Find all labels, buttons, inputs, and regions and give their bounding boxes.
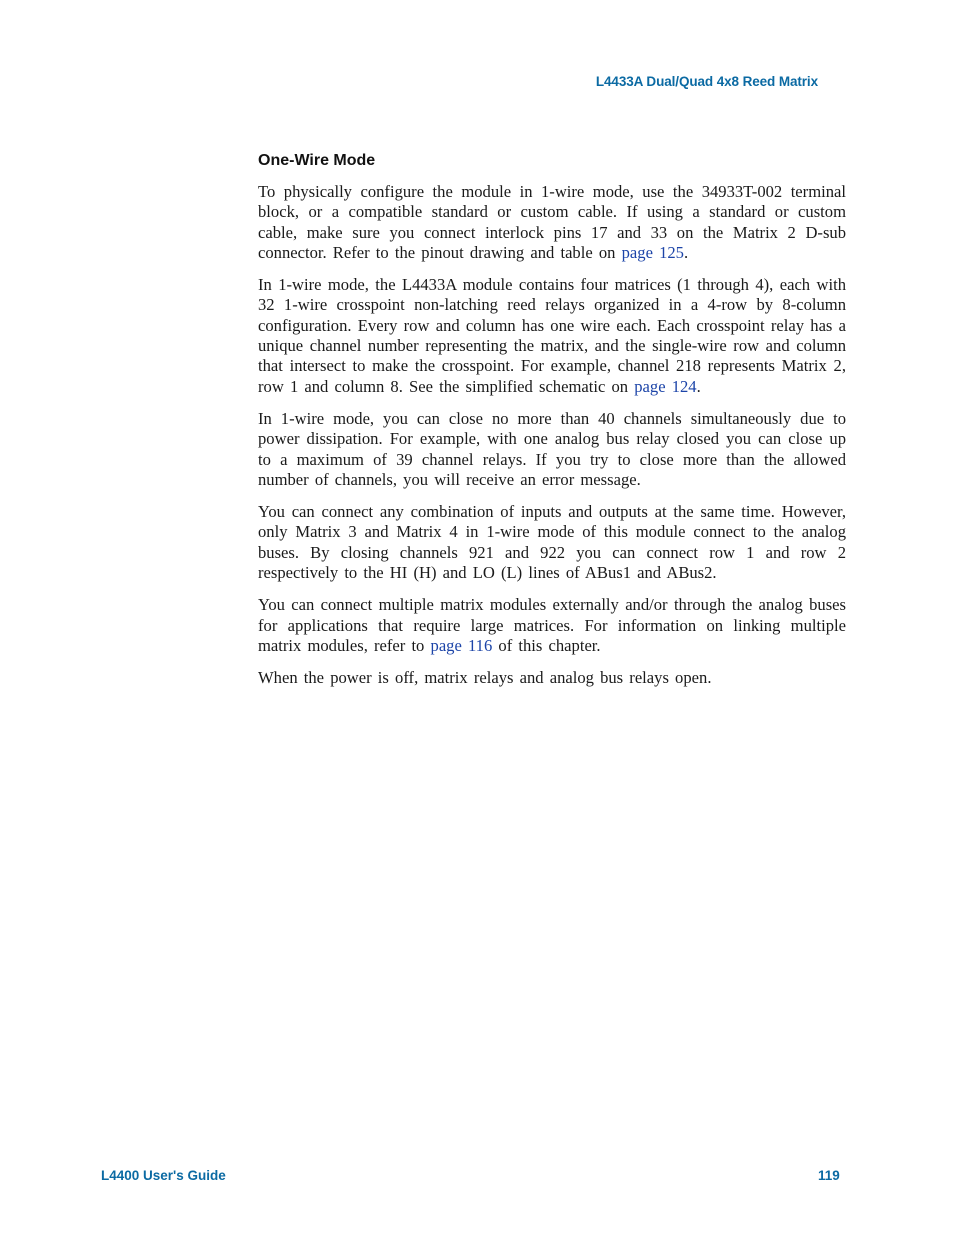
running-header: L4433A Dual/Quad 4x8 Reed Matrix (595, 74, 818, 89)
paragraph-1-text: To physically configure the module in 1-wire mode, use the 34933T-002 terminal block, or a compatible standard or custom cable. If using a standard or custom cable, make sure you connect interlock pins 17 and 33 on the Matrix 2 D-sub connector. Refer to the pinout drawing and table on (258, 182, 846, 262)
paragraph-2 (258, 275, 846, 397)
paragraph-1-tail: . (683, 242, 689, 262)
page-125-link[interactable]: page 125 (621, 242, 684, 262)
section-heading: One-Wire Mode (258, 152, 376, 169)
footer-guide-title: L4400 User's Guide (101, 1168, 226, 1183)
paragraph-5-text: You can connect multiple matrix modules externally and/or through the analog buses for applications that require large matrices. For information on linking multiple matrix modules, refer to (258, 595, 846, 655)
page-124-link[interactable]: page 124 (634, 376, 697, 396)
paragraph-5-tail: of this chapter. (492, 635, 601, 655)
page-116-link[interactable]: page 116 (430, 635, 493, 655)
paragraph-5 (258, 595, 846, 656)
paragraph-2-text: In 1-wire mode, the L4433A module contains four matrices (1 through 4), each with 32 1-wire crosspoint non-latching reed relays organized in a 4-row by 8-column configuration. Every row and column has one wire each. Each crosspoint relay has a unique channel number representing the matrix, and the single-wire row and column that intersect to make the crosspoint. For example, channel 218 represents Matrix 2, row 1 and column 8. See the simplified schematic on (258, 275, 846, 396)
paragraph-6: When the power is off, matrix relays and analog bus relays open. (258, 668, 712, 688)
footer-page-number: 119 (818, 1168, 840, 1183)
paragraph-3: In 1-wire mode, you can close no more than 40 channels simultaneously due to power dissipation. For example, with one analog bus relay closed you can close up to a maximum of 39 channel relays. If you try to close more than the allowed number of channels, you will receive an error message. (258, 408, 846, 489)
paragraph-1 (258, 182, 846, 263)
main-content (258, 152, 846, 701)
paragraph-4: You can connect any combination of inputs and outputs at the same time. However, only Matrix 3 and Matrix 4 in 1-wire mode of this module connect to the analog buses. By closing channels 921 and 922 you can connect row 1 and row 2 respectively to the HI (H) and LO (L) lines of ABus1 and ABus2. (258, 502, 846, 583)
paragraph-2-tail: . (696, 376, 701, 396)
